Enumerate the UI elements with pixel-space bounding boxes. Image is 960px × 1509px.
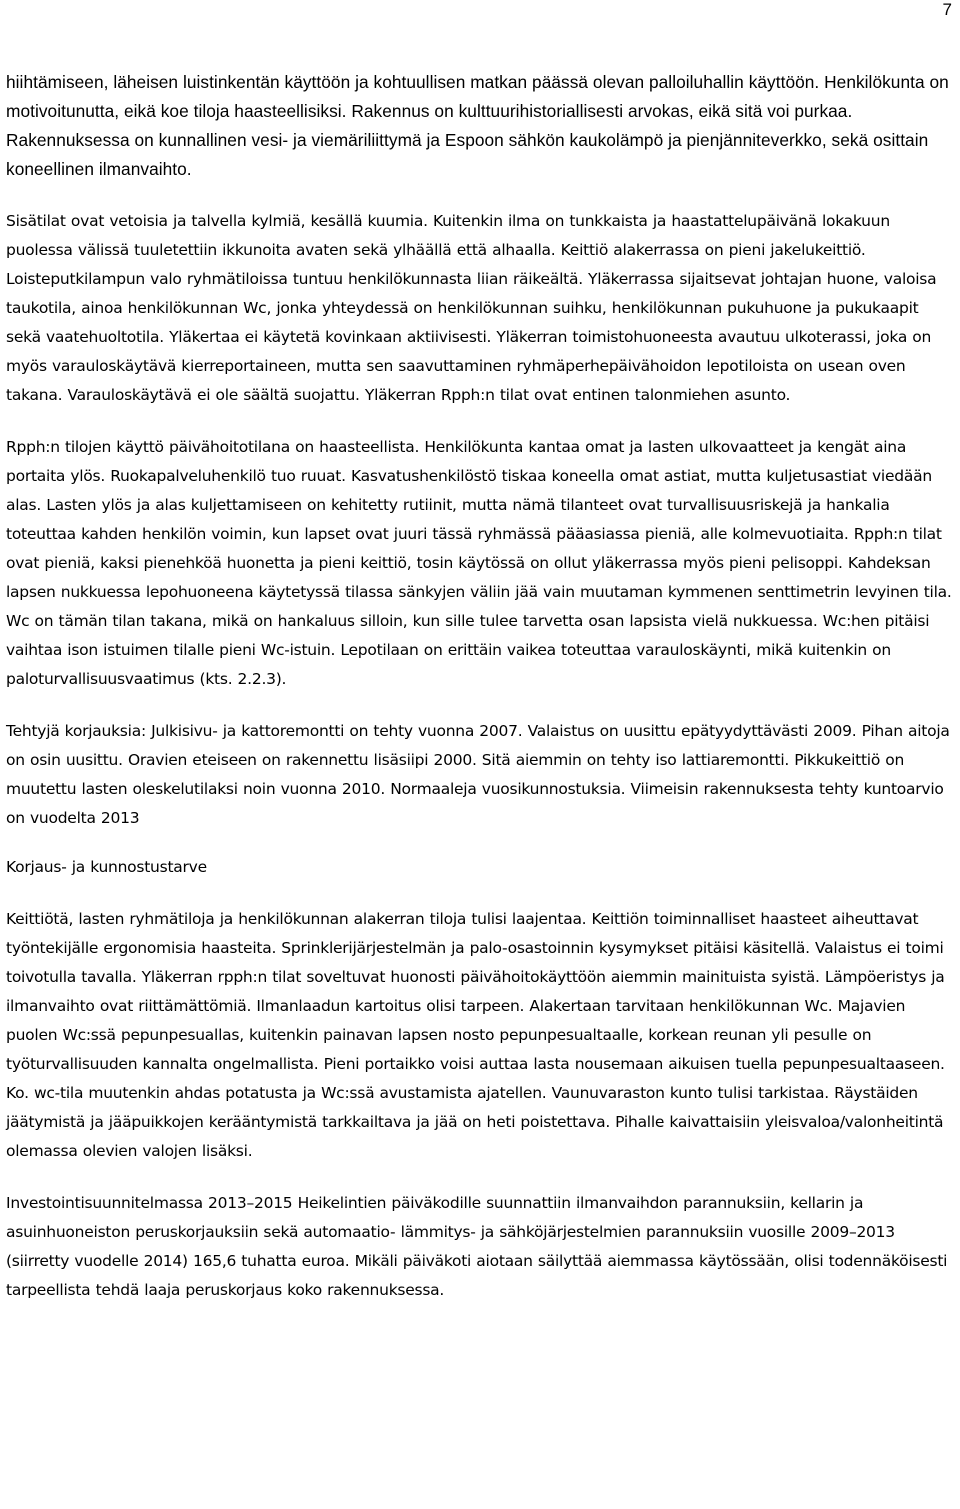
paragraph-indoor-conditions: Sisätilat ovat vetoisia ja talvella kylmiä, kesällä kuumia. Kuitenkin ilma on tunkkaista ja haastattelupäivänä lokakuun puolessa välissä tuuletettiin ikkunoita avaten sekä ylhäällä että alhaalla. Keittiö alakerrassa on pieni jakelukeittiö. Loisteputkilampun valo ryhmätiloissa tuntuu henkilökunnasta liian räikeältä. Yläkerrassa sijaitsevat johtajan huone, valoisa taukotila, ainoa henkilökunnan Wc, jonka yhteydessä on henkilökunnan suihku, henkilökunnan pukuhuone ja pukukaapit sekä vaatehuoltotila. Yläkertaa ei käytetä kovinkaan aktiivisesti. Yläkerran toimistohuoneesta avautuu ulkoterassi, joka on myös varauloskäytävä kierreportaineen, mutta sen saavuttaminen ryhmäperhepäivähoidon lepotiloista on usean oven takana. Varauloskäytävä ei ole säältä suojattu. Yläkerran Rpph:n tilat ovat entinen talonmiehen asunto. [6,212,937,404]
paragraph-investment-plan: Investointisuunnitelmassa 2013–2015 Heikelintien päiväkodille suunnattiin ilmanvaihdon parannuksiin, kellarin ja asuinhuoneiston peruskorjauksiin sekä automaatio- lämmitys- ja sähköjärjestelmien parannuksiin vuosille 2009–2013 (siirretty vuodelle 2014) 165,6 tuhatta euroa. Mikäli päiväkoti aiotaan säilyttää aiemmassa käytössään, olisi todennäköisesti tarpeellista tehdä laaja peruskorjaus koko rakennuksessa. [6,1194,948,1299]
paragraph-repair-needs: Keittiötä, lasten ryhmätiloja ja henkilökunnan alakerran tiloja tulisi laajentaa. Keittiön toiminnalliset haasteet aiheuttavat työntekijälle ergonomisia haasteita. Sprinklerijärjestelmän ja palo-osastoinnin kysymykset pitäisi käsitellä. Valaistus ei toimi toivotulla tavalla. Yläkerran rpph:n tilat soveltuvat huonosti päivähoitokäyttöön aiemmin mainituista syistä. Lämpöeristys ja ilmanvaihto ovat riittämättömiä. Ilmanlaadun kartoitus olisi tarpeen. Alakertaan tarvitaan henkilökunnan Wc. Majavien puolen Wc:ssä pepunpesuallas, kuitenkin painavan lapsen nosto pepunpesualtaalle, korkean reunan yli pesulle on työturvallisuuden kannalta ongelmallista. Pieni portaikko voisi auttaa lasta nousemaan aikuisen tuella pepunpesualtaaseen. Ko. wc-tila muutenkin ahdas potatusta ja Wc:ssä avustamista ajatellen. Vaunuvaraston kunto tulisi tarkistaa. Räystäiden jäätymistä ja jääpuikkojen kerääntymistä tarkkailtava ja jää on heti poistettava. Pihalle kaivattaisiin yleisvaloa/valonheitintä olemassa olevien valojen lisäksi. [6,910,945,1160]
document-body [6,68,954,1305]
paragraph-building-overview: hiihtämiseen, läheisen luistinkentän käyttöön ja kohtuullisen matkan päässä olevan palloiluhallin käyttöön. Henkilökunta on motivoitunutta, eikä koe tiloja haasteellisiksi. Rakennus on kulttuurihistoriallisesti arvokas, eikä sitä voi purkaa. Rakennuksessa on kunnallinen vesi- ja viemäriliittymä ja Espoon sähkön kaukolämpö ja pienjänniteverkko, sekä osittain koneellinen ilmanvaihto. [6,72,949,179]
paragraph-completed-repairs: Tehtyjä korjauksia: Julkisivu- ja kattoremontti on tehty vuonna 2007. Valaistus on uusittu epätyydyttävästi 2009. Pihan aitoja on osin uusittu. Oravien eteiseen on rakennettu lisäsiipi 2000. Sitä aiemmin on tehty iso lattiaremontti. Pikkukeittiö on muutettu lasten oleskelutilaksi noin vuonna 2010. Normaaleja vuosikunnostuksia. Viimeisin rakennuksesta tehty kuntoarvio on vuodelta 2013 [6,722,950,827]
section-heading-repair-needs: Korjaus- ja kunnostustarve [6,858,207,876]
page-number: 7 [942,0,952,19]
paragraph-rpph-usage: Rpph:n tilojen käyttö päivähoitotilana on haasteellista. Henkilökunta kantaa omat ja lasten ulkovaatteet ja kengät aina portaita ylös. Ruokapalveluhenkilö tuo ruuat. Kasvatushenkilöstö tiskaa koneella omat astiat, mutta kuljetusastiat viedään alas. Lasten ylös ja alas kuljettamiseen on kehitetty rutiinit, mutta nämä tilanteet ovat turvallisuusriskejä ja hankalia toteuttaa kahden henkilön voimin, kun lapset ovat juuri tässä ryhmässä pääasiassa pieniä, alle kolmevuotiaita. Rpph:n tilat ovat pieniä, kaksi pienehköä huonetta ja pieni keittiö, tosin käytössä on ollut yläkerrassa myös pieni pelisoppi. Kahdeksan lapsen nukkuessa lepohuoneena käytetyssä tilassa sänkyjen väliin jää vain muutaman kymmenen senttimetrin levyinen tila. Wc on tämän tilan takana, mikä on hankaluus silloin, kun sille tulee tarvetta osan lapsista vielä nukkuessa. Wc:hen pitäisi vaihtaa ison istuimen tilalle pieni Wc-istuin. Lepotilaan on erittäin vaikea toteuttaa varauloskäynti, mikä kuitenkin on paloturvallisuusvaatimus (kts. 2.2.3). [6,438,952,688]
